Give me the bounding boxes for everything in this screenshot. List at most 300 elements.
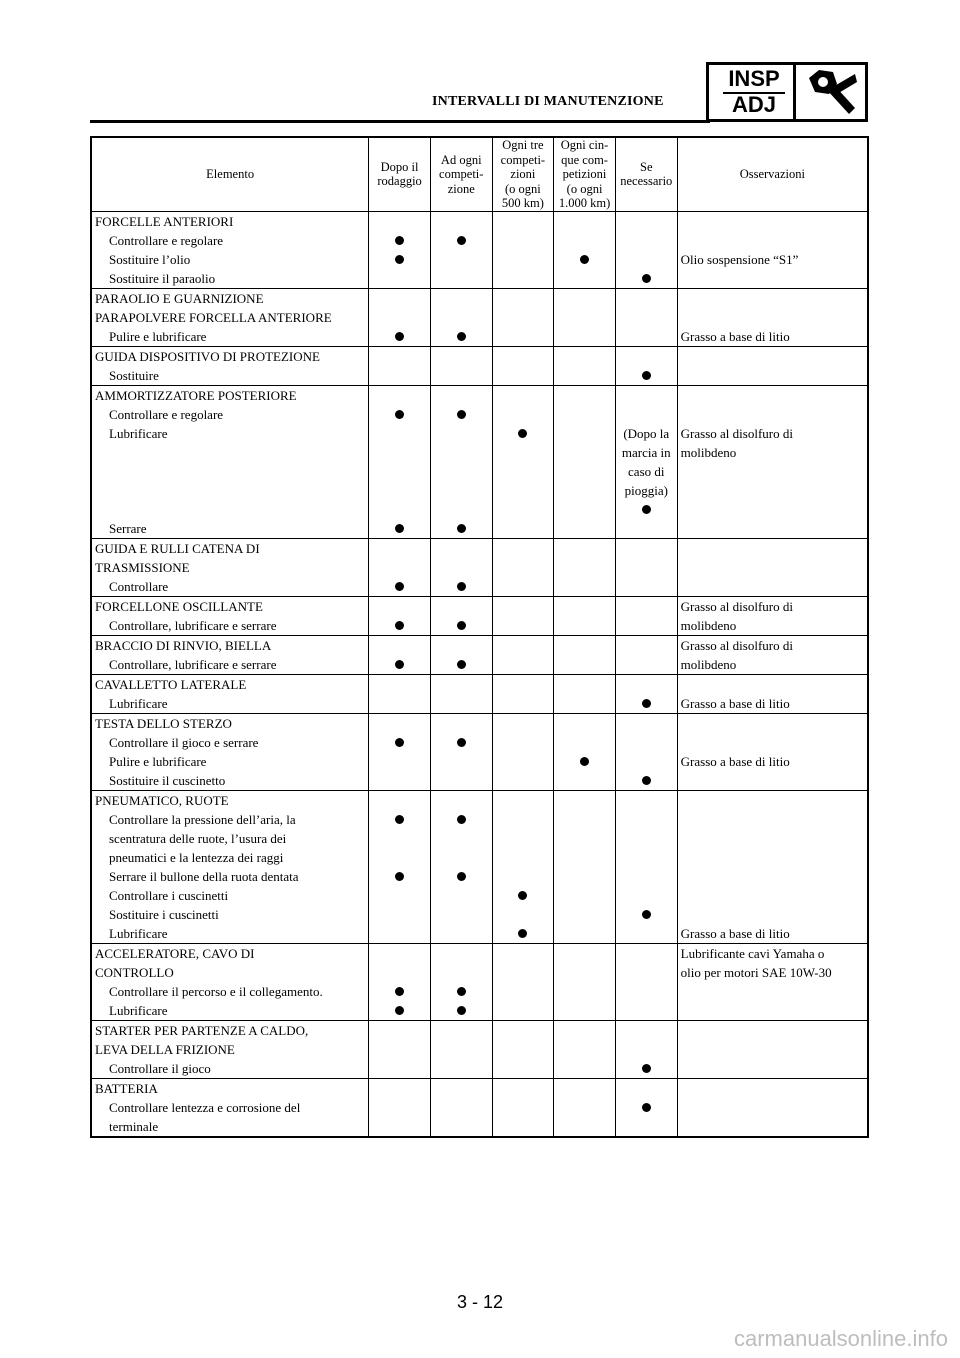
interval-line: [369, 1117, 430, 1136]
interval-line: [616, 848, 677, 867]
maintenance-table: [90, 136, 869, 1138]
category-label: GUIDA DISPOSITIVO DI PROTEZIONE: [95, 348, 320, 364]
wrench-nut-icon: [803, 68, 857, 116]
interval-line: [554, 405, 615, 424]
interval-line: [493, 982, 554, 1001]
interval-line: [369, 212, 430, 231]
task-label: Lubrificare: [109, 925, 168, 941]
interval-line: [616, 655, 677, 674]
bullet-dot-icon: [395, 236, 404, 245]
interval-line: [493, 366, 554, 385]
element-cell: [91, 1078, 369, 1137]
interval-line: [616, 636, 677, 655]
interval-cell: [554, 538, 616, 596]
badge-insp-label: INSP: [728, 66, 780, 91]
observation-text: [678, 500, 867, 519]
task-label: Controllare e regolare: [109, 232, 224, 248]
interval-line: [616, 405, 677, 424]
task-label: Sostituire i cuscinetti: [109, 906, 219, 922]
interval-line: [431, 577, 492, 596]
interval-cell: [369, 596, 431, 635]
interval-line: [493, 250, 554, 269]
interval-line: [554, 577, 615, 596]
interval-line: [493, 443, 554, 462]
interval-line: [554, 733, 615, 752]
interval-line: [369, 327, 430, 346]
interval-line: [493, 347, 554, 366]
task-label: Controllare i cuscinetti: [109, 887, 229, 903]
interval-cell: [615, 713, 677, 790]
task-label: Controllare il gioco: [109, 1060, 211, 1076]
interval-line: [369, 386, 430, 405]
interval-line: [616, 616, 677, 635]
bullet-dot-icon: [457, 738, 466, 747]
interval-line: [493, 577, 554, 596]
table-row: [91, 596, 868, 635]
interval-line: [554, 481, 615, 500]
observation-text: [678, 231, 867, 250]
interval-cell: [615, 346, 677, 385]
observation-text: [678, 867, 867, 886]
interval-line: [369, 308, 430, 327]
interval-line: [431, 424, 492, 443]
interval-cell: [554, 288, 616, 346]
interval-line: [493, 1079, 554, 1098]
observation-text: [678, 1040, 867, 1059]
header-line: Se: [640, 159, 653, 174]
header-ogni-cinque-competizioni: [554, 137, 616, 211]
bullet-dot-icon: [395, 582, 404, 591]
interval-line: [493, 714, 554, 733]
observation-text: Grasso a base di litio: [680, 753, 790, 769]
interval-line: [616, 539, 677, 558]
interval-line: [493, 231, 554, 250]
table-row: [91, 538, 868, 596]
header-se-necessario: [615, 137, 677, 211]
bullet-dot-icon: [457, 815, 466, 824]
header-line: Ogni tre: [502, 138, 544, 152]
interval-line: [493, 558, 554, 577]
observation-text: [678, 481, 867, 500]
interval-line: [369, 1079, 430, 1098]
interval-line: [369, 886, 430, 905]
observation-text: [678, 829, 867, 848]
interval-line: [616, 347, 677, 366]
interval-line: [554, 558, 615, 577]
table-row: [91, 943, 868, 1020]
interval-line: [493, 597, 554, 616]
interval-line: [493, 905, 554, 924]
interval-line: [554, 308, 615, 327]
interval-line: [554, 500, 615, 519]
interval-line: [493, 944, 554, 963]
interval-cell: [615, 538, 677, 596]
interval-line: [554, 212, 615, 231]
bullet-dot-icon: [518, 429, 527, 438]
observation-text: [678, 791, 867, 810]
interval-line: [369, 462, 430, 481]
observation-text: [678, 366, 867, 385]
header-line: 1.000 km): [558, 196, 611, 210]
table-row: [91, 385, 868, 538]
interval-line: [369, 1059, 430, 1078]
observation-text: Grasso al disolfuro di: [680, 598, 793, 614]
element-cell: [91, 346, 369, 385]
interval-line: [431, 597, 492, 616]
interval-line: [616, 963, 677, 982]
interval-line: [554, 269, 615, 288]
observation-text: [678, 519, 867, 538]
interval-line: [493, 752, 554, 771]
task-label: Sostituire il paraolio: [109, 270, 216, 286]
interval-cell: [430, 288, 492, 346]
interval-cell: [369, 790, 431, 943]
element-cell: [91, 790, 369, 943]
element-cell: [91, 211, 369, 288]
interval-line: [369, 231, 430, 250]
interval-line: [369, 405, 430, 424]
interval-line: [431, 289, 492, 308]
badge-text-block: [715, 65, 796, 119]
page-number: 3 - 12: [456, 1292, 504, 1312]
bullet-dot-icon: [395, 332, 404, 341]
task-label: Controllare: [109, 578, 169, 594]
task-label: Lubrificare: [109, 695, 168, 711]
bullet-dot-icon: [395, 524, 404, 533]
interval-line: [616, 308, 677, 327]
interval-line: [554, 539, 615, 558]
observation-text: [678, 886, 867, 905]
interval-line: [431, 810, 492, 829]
interval-line: [493, 539, 554, 558]
interval-line: [616, 327, 677, 346]
interval-line: [431, 924, 492, 943]
interval-line: [369, 924, 430, 943]
observation-text: [678, 308, 867, 327]
interval-line: [493, 308, 554, 327]
interval-line: [431, 714, 492, 733]
task-label: Controllare la pressione dell’aria, la: [109, 811, 296, 827]
interval-line: [431, 694, 492, 713]
interval-line: [493, 675, 554, 694]
interval-line: [431, 1021, 492, 1040]
interval-line: [493, 924, 554, 943]
category-label: PARAPOLVERE FORCELLA ANTERIORE: [95, 309, 332, 325]
bullet-dot-icon: [457, 987, 466, 996]
observation-text: Grasso a base di litio: [680, 925, 790, 941]
observation-text: [678, 405, 867, 424]
table-row: [91, 674, 868, 713]
interval-line: [369, 829, 430, 848]
category-label: STARTER PER PARTENZE A CALDO,: [95, 1022, 309, 1038]
interval-line: [616, 867, 677, 886]
interval-line: [493, 1001, 554, 1020]
interval-cell: [430, 346, 492, 385]
interval-line: [493, 500, 554, 519]
interval-line: [493, 405, 554, 424]
observation-text: [678, 462, 867, 481]
bullet-dot-icon: [457, 1006, 466, 1015]
interval-line: [431, 944, 492, 963]
interval-line: [431, 347, 492, 366]
element-cell: [91, 1020, 369, 1078]
observation-text: [678, 386, 867, 405]
interval-line: [369, 577, 430, 596]
interval-cell: [492, 635, 554, 674]
interval-line: [493, 810, 554, 829]
observation-text: [678, 675, 867, 694]
interval-line: [616, 500, 677, 519]
interval-line: [554, 924, 615, 943]
interval-line: [616, 886, 677, 905]
interval-line: [369, 791, 430, 810]
interval-line: [616, 519, 677, 538]
header-line: (o ogni: [566, 181, 603, 196]
task-label: terminale: [109, 1118, 159, 1134]
category-label: FORCELLONE OSCILLANTE: [95, 598, 263, 614]
element-cell: [91, 288, 369, 346]
header-ogni-competizione: [430, 137, 492, 211]
observation-text: [678, 577, 867, 596]
interval-line: [431, 386, 492, 405]
interval-line: [493, 636, 554, 655]
interval-line: [554, 771, 615, 790]
interval-note: caso di: [628, 463, 665, 479]
interval-line: [431, 327, 492, 346]
interval-line: [369, 810, 430, 829]
interval-line: [616, 212, 677, 231]
section-title: INTERVALLI DI MANUTENZIONE: [432, 94, 664, 109]
interval-cell: [492, 211, 554, 288]
interval-line: [431, 231, 492, 250]
observation-cell: [677, 596, 868, 635]
interval-line: [616, 829, 677, 848]
interval-line: [369, 1021, 430, 1040]
interval-line: [554, 250, 615, 269]
header-line: 500 km): [501, 196, 544, 210]
element-cell: [91, 385, 369, 538]
interval-line: [554, 1059, 615, 1078]
bullet-dot-icon: [642, 1064, 651, 1073]
interval-line: [554, 791, 615, 810]
bullet-dot-icon: [457, 621, 466, 630]
interval-line: [493, 1021, 554, 1040]
observation-text: Grasso a base di litio: [680, 328, 790, 344]
bullet-dot-icon: [395, 621, 404, 630]
observation-text: [678, 347, 867, 366]
interval-note: (Dopo la: [623, 425, 670, 441]
interval-line: [616, 924, 677, 943]
bullet-dot-icon: [642, 505, 651, 514]
task-label: Pulire e lubrificare: [109, 328, 207, 344]
interval-line: [431, 848, 492, 867]
observation-cell: [677, 713, 868, 790]
header-line: competi-: [439, 167, 484, 181]
interval-line: [616, 1117, 677, 1136]
element-cell: [91, 943, 369, 1020]
interval-cell: [369, 346, 431, 385]
interval-line: [554, 1117, 615, 1136]
interval-line: [616, 714, 677, 733]
interval-cell: [554, 943, 616, 1020]
task-label: Sostituire il cuscinetto: [109, 772, 226, 788]
interval-line: [431, 733, 492, 752]
interval-line: [369, 250, 430, 269]
bullet-dot-icon: [457, 524, 466, 533]
observation-cell: [677, 538, 868, 596]
interval-line: [431, 771, 492, 790]
interval-line: [554, 655, 615, 674]
task-label: [92, 500, 368, 519]
interval-line: [554, 289, 615, 308]
interval-line: [431, 462, 492, 481]
table-body: [91, 211, 868, 1137]
interval-cell: [430, 943, 492, 1020]
header-elemento: Elemento: [91, 137, 369, 211]
interval-cell: [430, 635, 492, 674]
interval-line: [431, 1040, 492, 1059]
observation-text: [678, 289, 867, 308]
interval-cell: [492, 596, 554, 635]
interval-line: [616, 771, 677, 790]
interval-cell: [615, 385, 677, 538]
interval-cell: [615, 943, 677, 1020]
interval-line: [616, 694, 677, 713]
interval-cell: [369, 211, 431, 288]
interval-line: [493, 481, 554, 500]
interval-cell: [369, 1078, 431, 1137]
task-label: [92, 462, 368, 481]
bullet-dot-icon: [642, 371, 651, 380]
bullet-dot-icon: [518, 891, 527, 900]
interval-line: [431, 886, 492, 905]
interval-line: [554, 867, 615, 886]
interval-line: [554, 675, 615, 694]
interval-line: [554, 982, 615, 1001]
interval-line: [554, 1079, 615, 1098]
interval-cell: [492, 288, 554, 346]
header-osservazioni: Osservazioni: [677, 137, 868, 211]
interval-line: [493, 1117, 554, 1136]
interval-cell: [369, 674, 431, 713]
interval-line: [431, 752, 492, 771]
header-line: Ogni cin-: [560, 138, 609, 152]
interval-line: [554, 424, 615, 443]
observation-text: [678, 1079, 867, 1098]
interval-line: [554, 1098, 615, 1117]
bullet-dot-icon: [580, 255, 589, 264]
interval-line: [554, 443, 615, 462]
header-line: necessario: [620, 174, 673, 189]
bullet-dot-icon: [395, 660, 404, 669]
category-label: CONTROLLO: [95, 964, 174, 980]
interval-line: [431, 269, 492, 288]
interval-line: [616, 1001, 677, 1020]
interval-line: [431, 519, 492, 538]
bullet-dot-icon: [642, 274, 651, 283]
interval-line: [616, 269, 677, 288]
interval-line: [554, 616, 615, 635]
interval-cell: [430, 538, 492, 596]
observation-text: [678, 269, 867, 288]
interval-line: [369, 500, 430, 519]
interval-line: [431, 212, 492, 231]
bullet-dot-icon: [395, 987, 404, 996]
bullet-dot-icon: [580, 757, 589, 766]
category-label: FORCELLE ANTERIORI: [95, 213, 234, 229]
observation-text: [678, 733, 867, 752]
observation-text: [678, 212, 867, 231]
interval-cell: [492, 538, 554, 596]
element-cell: [91, 538, 369, 596]
task-label: Sostituire l’olio: [109, 251, 191, 267]
task-label: pneumatici e la lentezza dei raggi: [109, 849, 284, 865]
category-label: CAVALLETTO LATERALE: [95, 676, 247, 692]
interval-line: [369, 519, 430, 538]
element-cell: [91, 635, 369, 674]
interval-line: [369, 675, 430, 694]
interval-line: [493, 848, 554, 867]
interval-line: [616, 597, 677, 616]
interval-line: [616, 733, 677, 752]
observation-text: [678, 982, 867, 1001]
interval-line: [554, 386, 615, 405]
interval-line: [554, 810, 615, 829]
header-line: Ad ogni: [440, 152, 482, 167]
interval-line: [369, 848, 430, 867]
interval-line: [369, 616, 430, 635]
task-label: scentratura delle ruote, l’usura dei: [109, 830, 287, 846]
observation-cell: [677, 346, 868, 385]
interval-cell: [369, 943, 431, 1020]
interval-line: [616, 577, 677, 596]
interval-cell: [554, 346, 616, 385]
category-label: LEVA DELLA FRIZIONE: [95, 1041, 235, 1057]
interval-line: [554, 963, 615, 982]
task-label: Serrare il bullone della ruota dentata: [109, 868, 299, 884]
interval-cell: [615, 596, 677, 635]
interval-line: [616, 752, 677, 771]
interval-line: [493, 462, 554, 481]
category-label: TESTA DELLO STERZO: [95, 715, 232, 731]
interval-line: [431, 308, 492, 327]
task-label: Lubrificare: [109, 425, 168, 441]
interval-cell: [492, 1078, 554, 1137]
interval-line: [493, 733, 554, 752]
interval-line: [554, 848, 615, 867]
header-line: zioni: [510, 167, 536, 181]
observation-text: [678, 1001, 867, 1020]
table-row: [91, 635, 868, 674]
interval-line: [554, 597, 615, 616]
interval-cell: [492, 674, 554, 713]
interval-cell: [492, 1020, 554, 1078]
interval-line: [493, 327, 554, 346]
interval-cell: [369, 538, 431, 596]
interval-cell: [369, 288, 431, 346]
bullet-dot-icon: [518, 929, 527, 938]
interval-line: [554, 714, 615, 733]
interval-cell: [615, 1020, 677, 1078]
interval-line: [554, 905, 615, 924]
category-label: GUIDA E RULLI CATENA DI: [95, 540, 260, 556]
task-label: Lubrificare: [109, 1002, 168, 1018]
interval-line: [369, 1040, 430, 1059]
interval-line: [369, 694, 430, 713]
interval-line: [369, 269, 430, 288]
interval-line: [493, 771, 554, 790]
interval-note: marcia in: [621, 444, 671, 460]
